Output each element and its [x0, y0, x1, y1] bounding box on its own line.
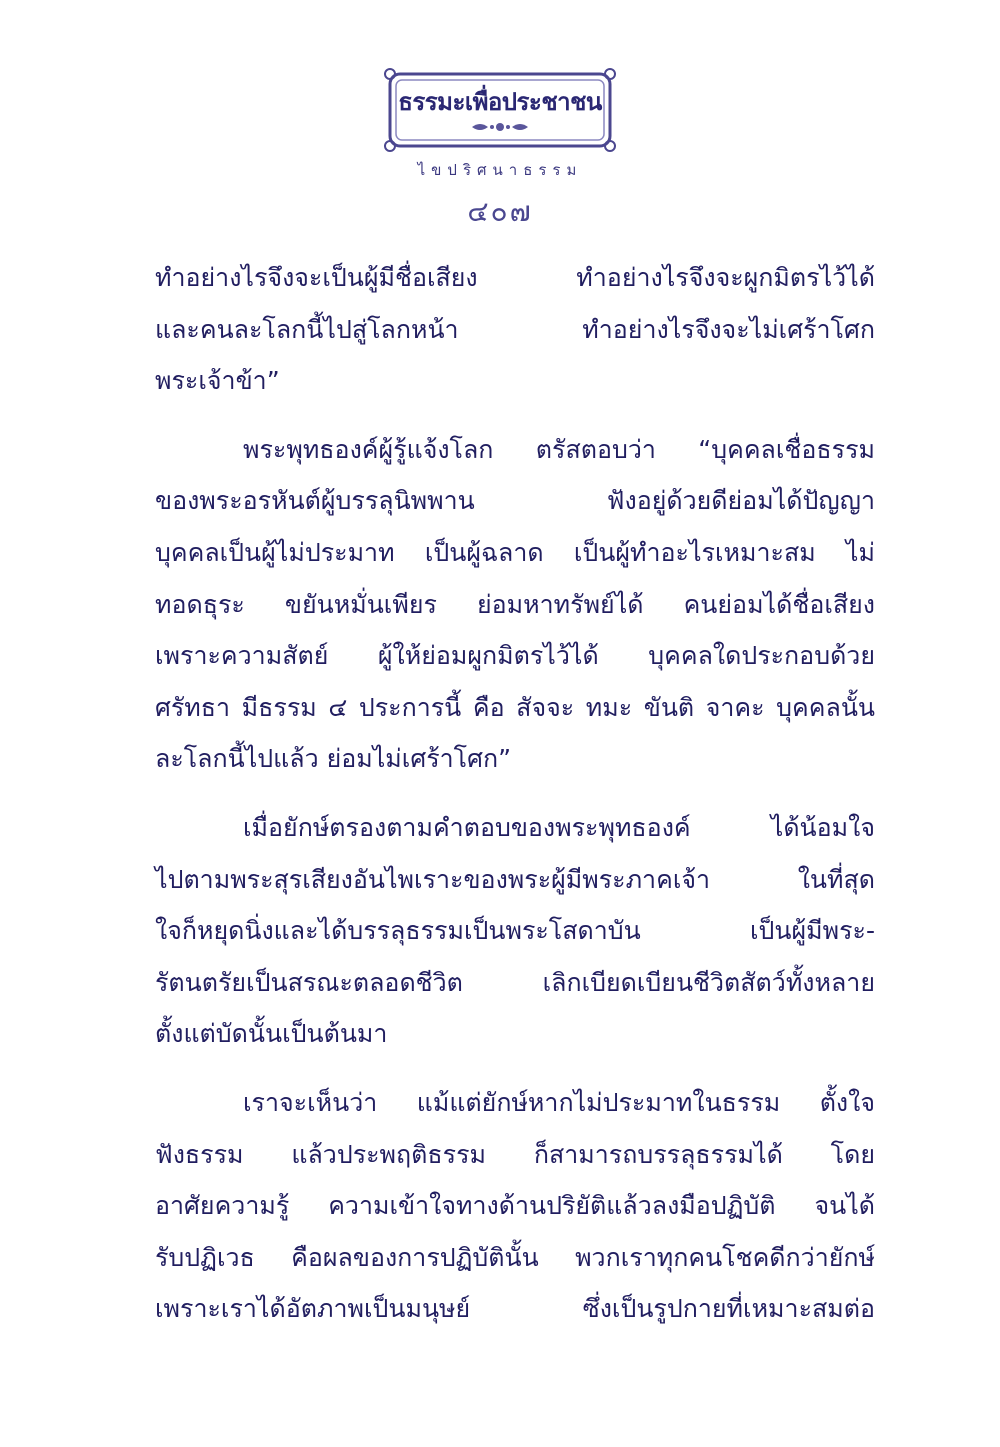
text-line: ทอดธุระ ขยันหมั่นเพียร ย่อมหาทรัพย์ได้ คนย่อมได้ชื่อเสียง [155, 589, 875, 619]
text-line: เพราะเราได้อัตภาพเป็นมนุษย์ ซึ่งเป็นรูปกายที่เหมาะสมต่อ [155, 1294, 875, 1324]
ornament-icon [470, 120, 530, 134]
paragraph [155, 424, 875, 785]
text-line: ไปตามพระสุรเสียงอันไพเราะของพระผู้มีพระภาคเจ้า ในที่สุด [155, 864, 875, 894]
text-line: รับปฏิเวธ คือผลของการปฏิบัตินั้น พวกเราทุกคนโชคดีกว่ายักษ์ [155, 1242, 875, 1272]
text-line: และคนละโลกนี้ไปสู่โลกหน้า ทำอย่างไรจึงจะไม่เศร้าโศก [155, 314, 875, 344]
logo-title: ธรรมะเพื่อประชาชน [398, 88, 602, 116]
text-line: เมื่อยักษ์ตรองตามคำตอบของพระพุทธองค์ ได้น้อมใจ [243, 812, 875, 842]
text-line: พระเจ้าข้า” [155, 366, 280, 396]
text-line: เราจะเห็นว่า แม้แต่ยักษ์หากไม่ประมาทในธรรม ตั้งใจ [243, 1087, 875, 1117]
book-logo [384, 68, 616, 152]
text-line: รัตนตรัยเป็นสรณะตลอดชีวิต เลิกเบียดเบียนชีวิตสัตว์ทั้งหลาย [155, 967, 875, 997]
text-line: ของพระอรหันต์ผู้บรรลุนิพพาน ฟังอยู่ด้วยดีย่อมได้ปัญญา [155, 486, 875, 516]
text-line: ใจก็หยุดนิ่งและได้บรรลุธรรมเป็นพระโสดาบัน เป็นผู้มีพระ- [155, 916, 875, 946]
body-text [155, 252, 875, 1352]
text-line: ฟังธรรม แล้วประพฤติธรรม ก็สามารถบรรลุธรรมได้ โดย [155, 1139, 875, 1169]
text-line: ศรัทธา มีธรรม ๔ ประการนี้ คือ สัจจะ ทมะ ขันติ จาคะ บุคคลนั้น [155, 692, 875, 722]
text-line: บุคคลเป็นผู้ไม่ประมาท เป็นผู้ฉลาด เป็นผู้ทำอะไรเหมาะสม ไม่ [155, 537, 875, 567]
section-subtitle: ไขปริศนาธรรม [417, 161, 583, 179]
text-line: ตั้งแต่บัดนั้นเป็นต้นมา [155, 1019, 388, 1049]
text-line: เพราะความสัตย์ ผู้ให้ย่อมผูกมิตรไว้ได้ บุคคลใดประกอบด้วย [155, 641, 875, 671]
page-number: ๔๐๗ [467, 195, 533, 228]
text-line: ทำอย่างไรจึงจะเป็นผู้มีชื่อเสียง ทำอย่างไรจึงจะผูกมิตรไว้ได้ [155, 263, 875, 292]
text-line: อาศัยความรู้ ความเข้าใจทางด้านปริยัติแล้วลงมือปฏิบัติ จนได้ [155, 1191, 875, 1221]
paragraph [155, 252, 875, 407]
paragraph [155, 802, 875, 1060]
paragraph [155, 1077, 875, 1335]
text-line: พระพุทธองค์ผู้รู้แจ้งโลก ตรัสตอบว่า “บุคคลเชื่อธรรม [243, 434, 875, 464]
page-header [0, 68, 1000, 234]
text-line: ละโลกนี้ไปแล้ว ย่อมไม่เศร้าโศก” [155, 744, 512, 774]
